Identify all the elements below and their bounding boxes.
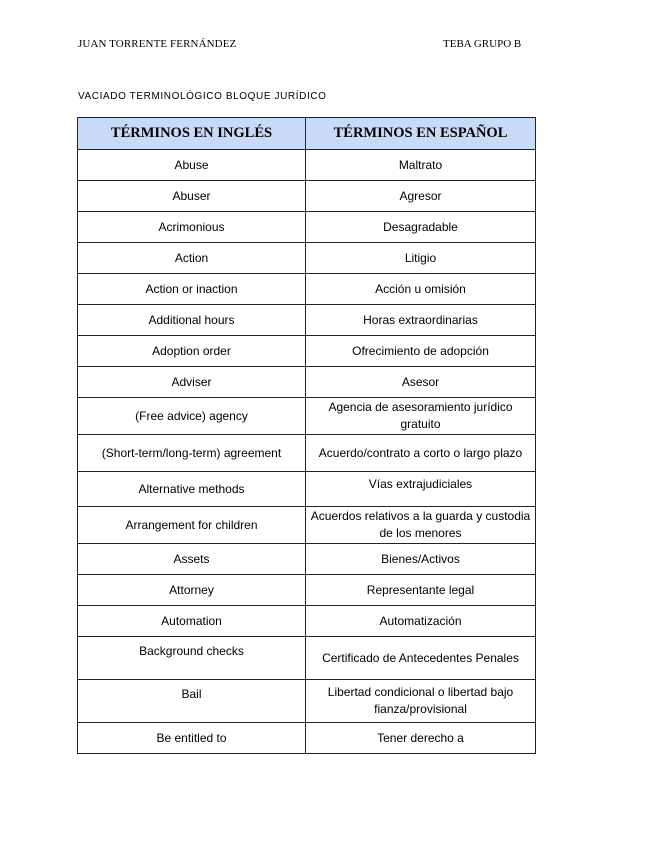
spanish-term: Agencia de asesoramiento jurídico gratuito (306, 398, 536, 435)
english-term: Adviser (78, 367, 306, 398)
spanish-term: Acción u omisión (306, 274, 536, 305)
table-header-row (78, 118, 536, 150)
column-header-english: TÉRMINOS EN INGLÉS (78, 118, 306, 150)
spanish-term: Representante legal (306, 575, 536, 606)
table-row (78, 544, 536, 575)
table-row (78, 606, 536, 637)
table-row (78, 575, 536, 606)
spanish-term: Ofrecimiento de adopción (306, 336, 536, 367)
spanish-term: Agresor (306, 181, 536, 212)
table-row (78, 367, 536, 398)
table-row (78, 150, 536, 181)
table-row (78, 274, 536, 305)
spanish-term: Certificado de Antecedentes Penales (306, 637, 536, 680)
english-term: Adoption order (78, 336, 306, 367)
section-title: VACIADO TERMINOLÓGICO BLOQUE JURÍDICO (78, 91, 327, 102)
english-term: Acrimonious (78, 212, 306, 243)
spanish-term: Tener derecho a (306, 723, 536, 754)
spanish-term: Asesor (306, 367, 536, 398)
table-row (78, 637, 536, 680)
group-label: TEBA GRUPO B (443, 38, 522, 50)
author-name: JUAN TORRENTE FERNÁNDEZ (78, 38, 237, 50)
table-row (78, 472, 536, 507)
spanish-term: Acuerdos relativos a la guarda y custodia de los menores (306, 507, 536, 544)
table-row (78, 305, 536, 336)
english-term: Automation (78, 606, 306, 637)
table-row (78, 243, 536, 274)
english-term: Attorney (78, 575, 306, 606)
spanish-term: Horas extraordinarias (306, 305, 536, 336)
english-term: Abuser (78, 181, 306, 212)
english-term: Assets (78, 544, 306, 575)
spanish-term: Desagradable (306, 212, 536, 243)
english-term: Background checks (78, 637, 306, 680)
english-term: (Free advice) agency (78, 398, 306, 435)
spanish-term: Bienes/Activos (306, 544, 536, 575)
english-term: Additional hours (78, 305, 306, 336)
table-row (78, 336, 536, 367)
english-term: Arrangement for children (78, 507, 306, 544)
table-row (78, 181, 536, 212)
spanish-term: Maltrato (306, 150, 536, 181)
english-term: Action (78, 243, 306, 274)
english-term: Bail (78, 680, 306, 723)
table-row (78, 398, 536, 435)
english-term: Be entitled to (78, 723, 306, 754)
table-row (78, 435, 536, 472)
table-row (78, 680, 536, 723)
column-header-spanish: TÉRMINOS EN ESPAÑOL (306, 118, 536, 150)
table-row (78, 507, 536, 544)
english-term: Alternative methods (78, 472, 306, 507)
spanish-term: Litigio (306, 243, 536, 274)
english-term: Abuse (78, 150, 306, 181)
table-row (78, 723, 536, 754)
terminology-table (77, 117, 536, 754)
spanish-term: Automatización (306, 606, 536, 637)
english-term: (Short-term/long-term) agreement (78, 435, 306, 472)
spanish-term: Libertad condicional o libertad bajo fianza/provisional (306, 680, 536, 723)
spanish-term: Acuerdo/contrato a corto o largo plazo (306, 435, 536, 472)
table-row (78, 212, 536, 243)
english-term: Action or inaction (78, 274, 306, 305)
spanish-term: Vías extrajudiciales (306, 472, 536, 507)
